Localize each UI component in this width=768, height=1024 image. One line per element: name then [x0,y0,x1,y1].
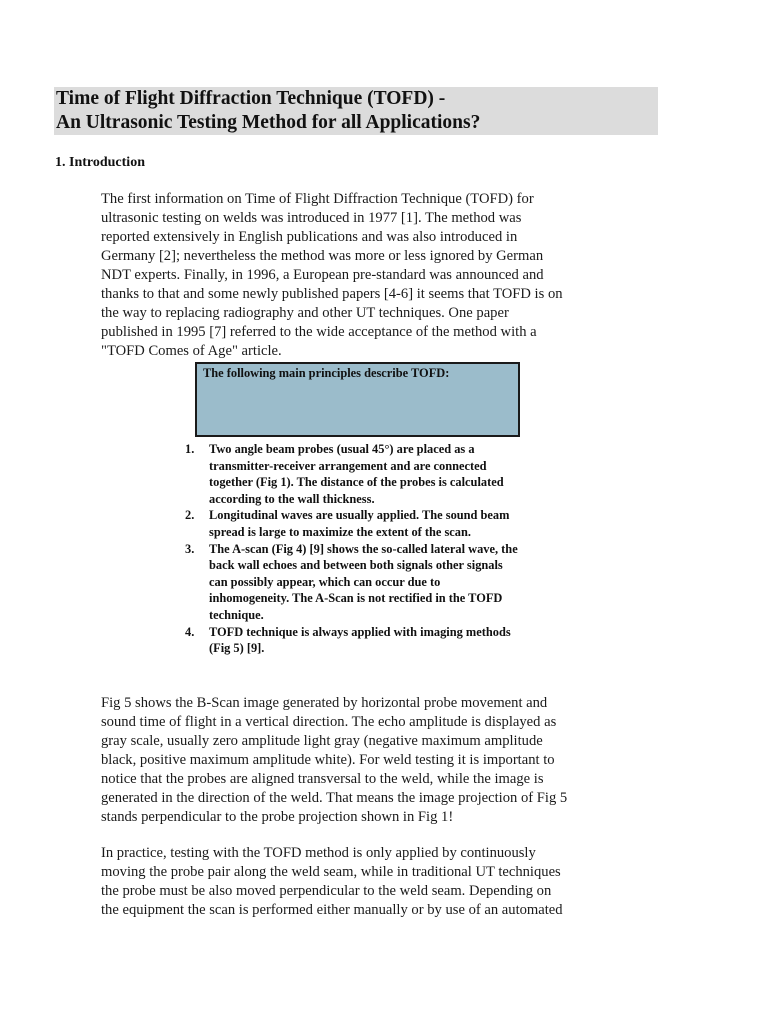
list-item-line: together (Fig 1). The distance of the probes is calculated [209,475,504,490]
list-item [183,507,603,540]
paragraph-line: reported extensively in English publications and was also introduced in [101,229,518,245]
list-item-line: according to the wall thickness. [209,491,375,506]
list-item-number: 2. [185,508,195,523]
list-item [183,624,603,657]
paragraph-line: moving the probe pair along the weld seam, while in traditional UT techniques [101,864,561,880]
list-item-line: technique. [209,607,264,622]
list-item [183,541,603,624]
list-item-line: spread is large to maximize the extent of the scan. [209,524,471,539]
paragraph-line: published in 1995 [7] referred to the wide acceptance of the method with a [101,324,537,340]
practice-paragraph [101,844,661,920]
title-line-1: Time of Flight Diffraction Technique (TOFD) - [56,88,446,109]
intro-paragraph [101,190,661,361]
paragraph-line: the way to replacing radiography and other UT techniques. One paper [101,305,509,321]
list-item-number: 3. [185,541,195,556]
paragraph-line: NDT experts. Finally, in 1996, a European pre-standard was announced and [101,267,544,283]
paragraph-line: the equipment the scan is performed either manually or by use of an automated [101,902,563,918]
list-item-number: 1. [185,442,195,456]
list-item-number: 4. [185,624,195,639]
bscan-paragraph [101,694,661,827]
list-item-line: (Fig 5) [9]. [209,641,265,656]
principles-list [183,441,603,657]
list-item-line: TOFD technique is always applied with imaging methods [209,624,511,639]
paragraph-line: In practice, testing with the TOFD method is only applied by continuously [101,845,536,861]
list-item [183,441,603,507]
document-title [54,87,658,135]
list-item-line: transmitter-receiver arrangement and are connected [209,458,487,473]
principles-box-title: The following main principles describe TOFD: [203,366,450,380]
list-item-line: can possibly appear, which can occur due to [209,574,441,589]
list-item-line: Two angle beam probes (usual 45°) are placed as a [209,442,475,456]
paragraph-line: stands perpendicular to the probe projection shown in Fig 1! [101,809,454,825]
paragraph-line: The first information on Time of Flight Diffraction Technique (TOFD) for [101,191,534,207]
paragraph-line: black, positive maximum amplitude white). For weld testing it is important to [101,752,555,768]
paragraph-line: gray scale, usually zero amplitude light gray (negative maximum amplitude [101,733,543,749]
paragraph-line: Fig 5 shows the B-Scan image generated by horizontal probe movement and [101,695,548,711]
section-heading: 1. Introduction [55,155,145,170]
title-line-2: An Ultrasonic Testing Method for all Applications? [56,112,481,133]
paragraph-line: "TOFD Comes of Age" article. [101,343,282,359]
principles-box [195,362,520,437]
list-item-line: The A-scan (Fig 4) [9] shows the so-called lateral wave, the [209,541,518,556]
paragraph-line: Germany [2]; nevertheless the method was more or less ignored by German [101,248,544,264]
list-item-line: inhomogeneity. The A-Scan is not rectified in the TOFD [209,591,503,606]
paragraph-line: generated in the direction of the weld. That means the image projection of Fig 5 [101,790,568,806]
paragraph-line: sound time of flight in a vertical direction. The echo amplitude is displayed as [101,714,557,730]
paragraph-line: the probe must be also moved perpendicular to the weld seam. Depending on [101,883,552,899]
paragraph-line: ultrasonic testing on welds was introduced in 1977 [1]. The method was [101,210,522,226]
paragraph-line: notice that the probes are aligned transversal to the weld, while the image is [101,771,544,787]
paragraph-line: thanks to that and some newly published papers [4-6] it seems that TOFD is on [101,286,563,302]
list-item-line: back wall echoes and between both signals other signals [209,558,503,573]
list-item-line: Longitudinal waves are usually applied. The sound beam [209,508,510,523]
